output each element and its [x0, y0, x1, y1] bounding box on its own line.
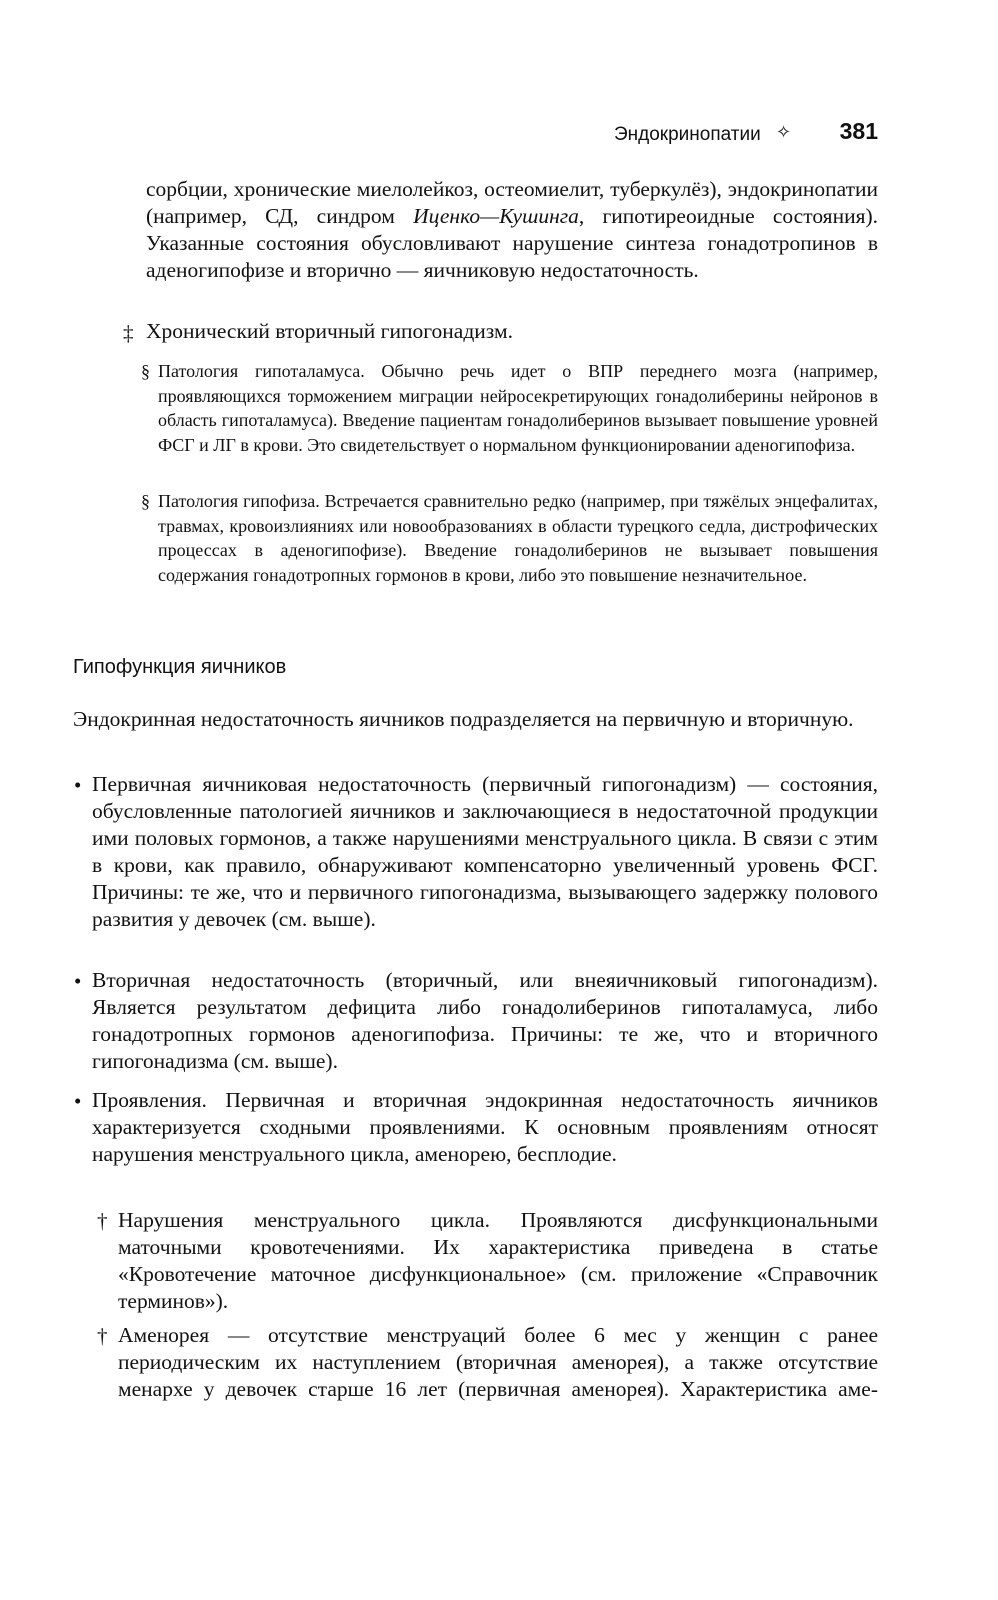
intro-paragraph: [146, 176, 878, 284]
syndrome-name: Иценко—Кушинга: [413, 204, 579, 228]
section-heading: Гипофункция яичников: [73, 656, 287, 678]
double-dagger-marker: ‡: [123, 321, 134, 345]
running-head-title: Эндокринопатии: [614, 124, 761, 145]
section-sign-marker: §: [141, 491, 150, 511]
dagger-marker: †: [97, 1209, 108, 1233]
menstrual-disorders-item: Нарушения менструального цикла. Проявляются дисфункциональными маточными кровотечениями. Их характеристика приведена в статье «Кровотечение маточное дисфункциональное» (см. приложение «Справочник терминов»).: [118, 1208, 878, 1313]
intro-text-start: сорбции, хронические миелолейкоз, остеомиелит, туберкулёз), эндокринопатии (например, СД, синдром: [146, 177, 878, 228]
intro-text-end: , гипотиреоидные состояния). Указанные состояния обусловливают нарушение синтеза гонадотропинов в аденогипофизе и вторично — яичниковую недостаточность.: [146, 204, 878, 282]
bullet-marker: •: [74, 969, 82, 993]
running-head: [560, 118, 878, 148]
diamond-ornament-icon: ✧: [776, 122, 792, 142]
secondary-insufficiency-item: Вторичная недостаточность (вторичный, или внеяичниковый гипогонадизм). Является результатом дефицита либо гонадолиберинов гипоталамуса, либо гонадотропных гормонов аденогипофиза. Причины: те же, что и вторичного гипогонадизма (см. выше).: [92, 968, 878, 1073]
chronic-hypogonadism-heading: Хронический вторичный гипогонадизм.: [146, 319, 513, 343]
hypothalamus-paragraph: Патология гипоталамуса. Обычно речь идет о ВПР переднего мозга (например, проявляющихся торможением миграции нейросекретирующих гонадолиберины нейронов в область гипоталамуса). Введение пациентам гонадолиберинов вызывает повышение уровней ФСГ и ЛГ в крови. Это свидетельствует о нормальном функционировании аденогипофиза.: [158, 361, 878, 455]
pituitary-paragraph: Патология гипофиза. Встречается сравнительно редко (например, при тяжёлых энцефалитах, травмах, кровоизлияниях или новообразованиях в области турецкого седла, дистрофических процессах в аденогипофизе). Введение гонадолиберинов не вызывает повышения содержания гонадотропных гормонов в крови, либо это повышение незначительное.: [158, 491, 878, 585]
amenorrhea-item: Аменорея — отсутствие менструаций более 6 мес у женщин с ранее периодическим их наступлением (вторичная аменорея), а также отсутствие менархе у девочек старше 16 лет (первичная аменорея). Характеристика аме-: [118, 1323, 878, 1401]
section-sign-marker: §: [141, 361, 150, 381]
dagger-marker: †: [97, 1324, 108, 1348]
bullet-marker: •: [74, 1089, 82, 1113]
section-intro-paragraph: Эндокринная недостаточность яичников подразделяется на первичную и вторичную.: [73, 707, 854, 731]
manifestations-item: Проявления. Первичная и вторичная эндокринная недостаточность яичников характеризуется сходными проявлениями. К основным проявлениям относят нарушения менструального цикла, аменорею, бесплодие.: [92, 1088, 878, 1166]
page-number: 381: [839, 118, 878, 144]
bullet-marker: •: [74, 773, 82, 797]
primary-insufficiency-item: Первичная яичниковая недостаточность (первичный гипогонадизм) — состояния, обусловленные патологией яичников и заключающиеся в недостаточной продукции ими половых гормонов, а также нарушениями менструального цикла. В связи с этим в крови, как правило, обнаруживают компенсаторно увеличенный уровень ФСГ. Причины: те же, что и первичного гипогонадизма, вызывающего задержку полового развития у девочек (см. выше).: [92, 772, 878, 931]
